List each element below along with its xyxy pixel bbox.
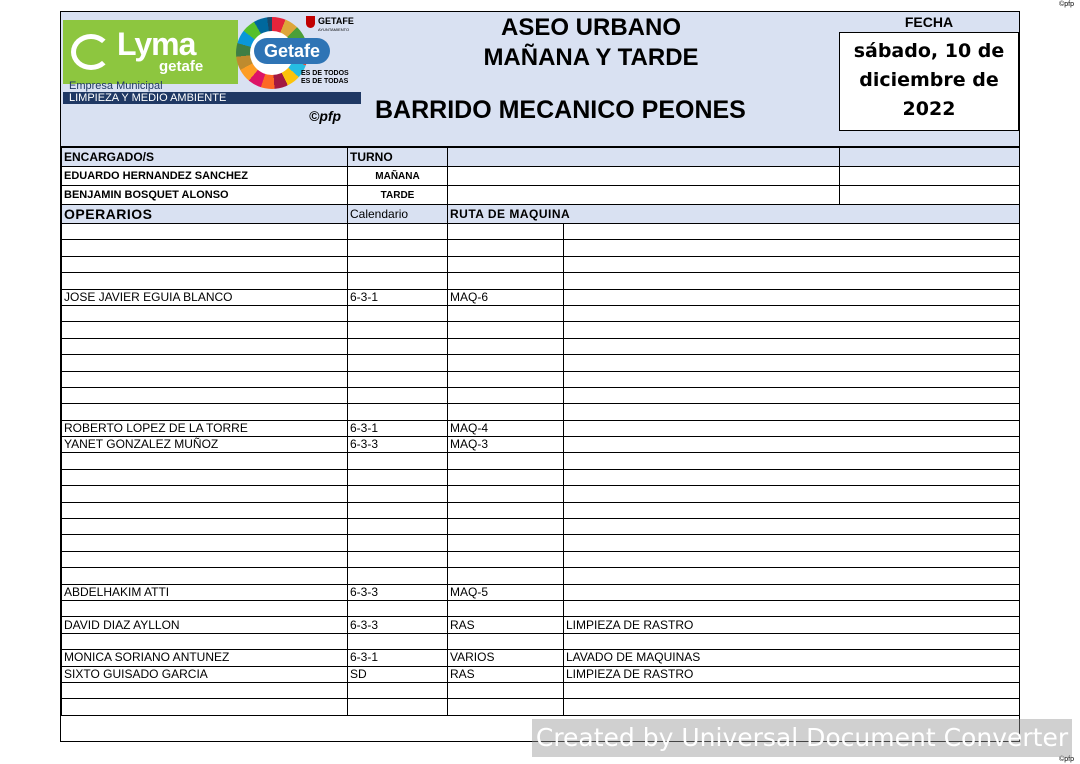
fecha-line-1: sábado, 10 de [853,40,1005,62]
operator-calendar: 6-3-3 [348,437,448,453]
supervisor-header-row [62,148,1020,167]
operator-calendar [348,568,448,584]
operator-calendar [348,469,448,485]
operator-route [448,469,564,485]
operator-name: JOSE JAVIER EGUIA BLANCO [62,289,348,305]
slogan-line-2: ES DE TODAS [301,78,349,85]
operator-row [62,453,1020,469]
operator-name: ROBERTO LOPEZ DE LA TORRE [62,420,348,436]
operator-calendar [348,240,448,256]
operator-task [564,289,1020,305]
operator-task [564,469,1020,485]
operator-task [564,387,1020,403]
operator-row [62,486,1020,502]
operator-name: MONICA SORIANO ANTUNEZ [62,650,348,666]
operator-calendar: 6-3-1 [348,650,448,666]
operator-calendar [348,551,448,567]
operator-name [62,224,348,240]
operator-task [564,273,1020,289]
operator-row [62,617,1020,633]
col-calendario: Calendario [348,205,448,224]
supervisor-shift: TARDE [348,186,448,205]
blank-cell [448,186,840,205]
title-service: BARRIDO MECANICO PEONES [375,96,746,124]
operator-route [448,551,564,567]
operator-row [62,469,1020,485]
blank-cell [840,186,1020,205]
operator-name: YANET GONZALEZ MUÑOZ [62,437,348,453]
operator-calendar: 6-3-3 [348,584,448,600]
operator-calendar [348,273,448,289]
operator-name [62,453,348,469]
operator-task [564,420,1020,436]
lyma-swirl-icon [71,34,111,70]
supervisor-row [62,167,1020,186]
operator-calendar [348,453,448,469]
operator-task [564,224,1020,240]
operator-row [62,240,1020,256]
col-encargados: ENCARGADO/S [62,148,348,167]
operator-row [62,256,1020,272]
operator-route: VARIOS [448,650,564,666]
operator-calendar [348,371,448,387]
blank-cell [840,167,1020,186]
operator-route [448,486,564,502]
operator-task: LIMPIEZA DE RASTRO [564,617,1020,633]
operator-name [62,486,348,502]
operator-name [62,469,348,485]
operator-task [564,633,1020,649]
ayuntamiento-sub: AYUNTAMIENTO [318,27,350,32]
operator-task [564,256,1020,272]
sheet-header [61,12,1019,147]
lyma-logo [63,20,238,84]
operator-route: MAQ-3 [448,437,564,453]
pfp-mark: ©pfp [309,108,342,124]
lyma-brand-sub: getafe [159,58,204,75]
operator-task [564,338,1020,354]
operator-name [62,273,348,289]
operator-route [448,502,564,518]
departamento-label: LIMPIEZA Y MEDIO AMBIENTE [63,92,361,104]
operator-name [62,519,348,535]
operator-name [62,305,348,321]
operator-task [564,453,1020,469]
operator-row [62,584,1020,600]
operator-route [448,240,564,256]
title-aseo-urbano: ASEO URBANO [500,14,681,41]
fecha-line-3: 2022 [902,98,956,120]
empresa-label: Empresa Municipal [69,80,163,92]
operator-row [62,273,1020,289]
operator-task [564,305,1020,321]
supervisor-name: BENJAMIN BOSQUET ALONSO [62,186,348,205]
operator-row [62,535,1020,551]
operator-row [62,600,1020,616]
operator-task [564,486,1020,502]
operator-row [62,224,1020,240]
schedule-sheet [60,11,1020,742]
ayuntamiento-name: GETAFE [318,16,354,26]
operator-row [62,305,1020,321]
operator-name [62,404,348,420]
operator-route: RAS [448,617,564,633]
operator-calendar [348,633,448,649]
operator-task: LIMPIEZA DE RASTRO [564,666,1020,682]
operator-route: MAQ-4 [448,420,564,436]
operator-route [448,355,564,371]
operator-route: RAS [448,666,564,682]
lyma-brand: Lyma [117,26,196,62]
converter-watermark: Created by Universal Document Converter [532,719,1072,757]
operator-name [62,633,348,649]
operator-task [564,437,1020,453]
title-shift: MAÑANA Y TARDE [483,44,699,71]
operator-route [448,535,564,551]
operator-task [564,584,1020,600]
operator-route [448,633,564,649]
operator-name [62,338,348,354]
operator-task [564,551,1020,567]
operator-row [62,519,1020,535]
operator-row [62,633,1020,649]
operator-row [62,666,1020,682]
schedule-table [61,147,1020,716]
operator-calendar [348,256,448,272]
operator-calendar [348,404,448,420]
operator-task [564,519,1020,535]
operator-name [62,355,348,371]
operator-task [564,535,1020,551]
operator-task [564,568,1020,584]
fecha-line-2: diciembre de [859,69,999,91]
operator-row [62,502,1020,518]
slogan-line-1: ES DE TODOS [301,70,349,77]
operator-row [62,682,1020,698]
operator-name [62,551,348,567]
operator-calendar: 6-3-1 [348,289,448,305]
operator-calendar [348,600,448,616]
operator-task [564,322,1020,338]
operator-name [62,256,348,272]
operator-task [564,371,1020,387]
operator-route [448,273,564,289]
getafe-shield-icon [306,16,315,28]
blank-cell [448,148,840,167]
operators-header-row [62,205,1020,224]
getafe-logo: Getafe [254,38,330,64]
col-operarios: OPERARIOS [62,205,348,224]
operator-route [448,387,564,403]
operator-calendar: 6-3-3 [348,617,448,633]
operator-calendar [348,502,448,518]
operator-calendar: SD [348,666,448,682]
operator-name [62,600,348,616]
operator-row [62,699,1020,715]
operator-route [448,404,564,420]
operator-calendar [348,224,448,240]
blank-cell [448,167,840,186]
operator-name [62,502,348,518]
operator-route [448,682,564,698]
operator-route: MAQ-5 [448,584,564,600]
operator-task [564,699,1020,715]
operator-task [564,682,1020,698]
operator-calendar [348,387,448,403]
operator-name [62,699,348,715]
operator-calendar [348,486,448,502]
operator-row [62,437,1020,453]
operator-name [62,371,348,387]
operator-name [62,682,348,698]
operator-calendar: 6-3-1 [348,420,448,436]
supervisor-name: EDUARDO HERNANDEZ SANCHEZ [62,167,348,186]
operator-route [448,699,564,715]
blank-cell [840,148,1020,167]
operator-row [62,371,1020,387]
operator-row [62,568,1020,584]
operator-row [62,650,1020,666]
operator-name [62,535,348,551]
operator-route: MAQ-6 [448,289,564,305]
copyright-mark-top: ©pfp [1059,1,1074,8]
operator-route [448,322,564,338]
operator-task: LAVADO DE MAQUINAS [564,650,1020,666]
operator-name [62,568,348,584]
operator-task [564,404,1020,420]
operator-row [62,387,1020,403]
col-ruta-maquina: RUTA DE MAQUINA [448,205,1020,224]
operator-route [448,256,564,272]
operator-calendar [348,338,448,354]
col-turno: TURNO [348,148,448,167]
operator-calendar [348,535,448,551]
supervisor-row [62,186,1020,205]
operator-calendar [348,682,448,698]
copyright-mark-bottom: ©pfp [1059,756,1074,763]
operator-calendar [348,355,448,371]
operator-row [62,355,1020,371]
fecha-label: FECHA [904,14,954,30]
operator-task [564,240,1020,256]
operator-name [62,387,348,403]
operator-row [62,338,1020,354]
operator-row [62,289,1020,305]
operator-row [62,322,1020,338]
operator-route [448,305,564,321]
operator-route [448,338,564,354]
fecha-value [839,32,1019,131]
operator-task [564,600,1020,616]
operator-route [448,224,564,240]
operator-route [448,519,564,535]
operator-name [62,322,348,338]
operator-name: DAVID DIAZ AYLLON [62,617,348,633]
operator-calendar [348,519,448,535]
operator-row [62,404,1020,420]
operator-route [448,568,564,584]
operator-route [448,371,564,387]
operator-task [564,502,1020,518]
operator-row [62,420,1020,436]
operator-name [62,240,348,256]
operator-task [564,355,1020,371]
operator-route [448,600,564,616]
operator-name: SIXTO GUISADO GARCIA [62,666,348,682]
operator-name: ABDELHAKIM ATTI [62,584,348,600]
supervisor-shift: MAÑANA [348,167,448,186]
operator-calendar [348,305,448,321]
operator-route [448,453,564,469]
operator-calendar [348,322,448,338]
operator-calendar [348,699,448,715]
operator-row [62,551,1020,567]
